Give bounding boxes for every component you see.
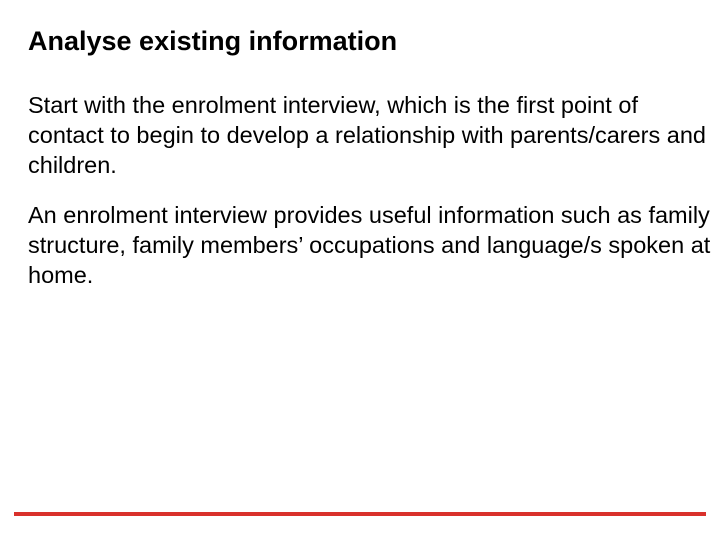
slide-title: Analyse existing information	[28, 26, 398, 56]
slide-body	[28, 90, 712, 310]
paragraph-enrolment-interview: Start with the enrolment interview, which is the first point of contact to begin to develop a relationship with parents/carers and children.	[28, 92, 707, 178]
paragraph-useful-information: An enrolment interview provides useful information such as family structure, family members’ occupations and language/s spoken at home.	[28, 202, 711, 288]
bottom-accent-rule	[14, 512, 706, 516]
